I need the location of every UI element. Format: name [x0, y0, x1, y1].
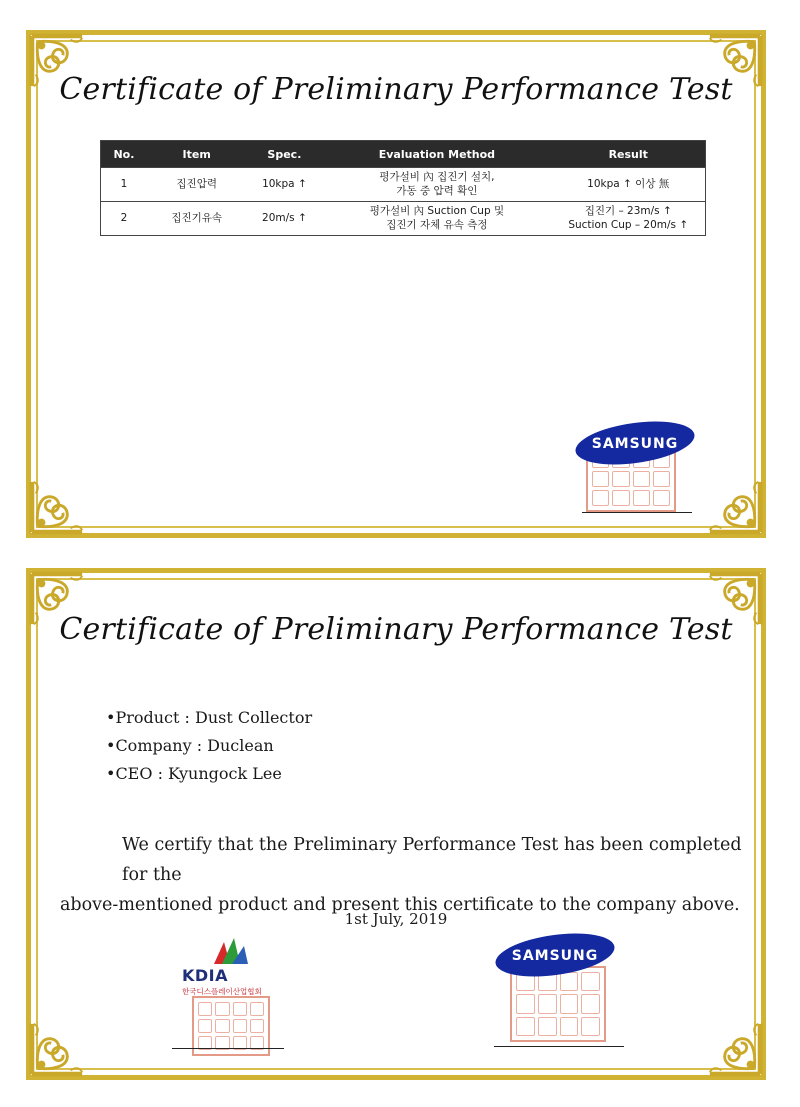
- signature-line: [494, 1046, 624, 1047]
- cell-method: [322, 168, 551, 202]
- kdia-logo: [182, 936, 292, 998]
- header-item: Item: [147, 141, 247, 168]
- method-line: 집진기 자체 유속 측정: [386, 218, 488, 231]
- table-row: [101, 168, 706, 202]
- result-line: Suction Cup – 20m/s ↑: [568, 218, 689, 231]
- table-row: [101, 202, 706, 236]
- signature-line: [582, 512, 692, 513]
- cell-item: 집진기유속: [147, 202, 247, 236]
- red-seal-stamp: [192, 996, 270, 1056]
- cell-spec: 10kpa ↑: [247, 168, 323, 202]
- ceo-line: •CEO : Kyungock Lee: [106, 764, 282, 783]
- gold-inner-frame: [36, 578, 756, 1070]
- samsung-logo-text: SAMSUNG: [511, 948, 599, 964]
- corner-ornament-icon: [706, 478, 764, 536]
- header-evaluation-method: Evaluation Method: [322, 141, 551, 168]
- cell-result: [552, 202, 706, 236]
- performance-table: [100, 140, 706, 236]
- method-line: 평가설비 內 집진기 설치,: [379, 171, 495, 184]
- cell-spec: 20m/s ↑: [247, 202, 323, 236]
- corner-ornament-icon: [28, 1020, 86, 1078]
- issue-date: 1st July, 2019: [344, 910, 448, 928]
- method-line: 가동 중 압력 확인: [396, 184, 478, 197]
- cell-item: 집진압력: [147, 168, 247, 202]
- company-line: •Company : Duclean: [106, 736, 274, 755]
- samsung-logo-text: SAMSUNG: [591, 436, 679, 452]
- corner-ornament-icon: [28, 478, 86, 536]
- product-line: •Product : Dust Collector: [106, 708, 313, 727]
- cell-method: [322, 202, 551, 236]
- cell-no: 2: [101, 202, 147, 236]
- method-line: 평가설비 內 Suction Cup 및: [369, 205, 505, 218]
- header-result: Result: [552, 141, 706, 168]
- certification-statement: [60, 830, 750, 920]
- kdia-emblem-icon: [208, 934, 250, 966]
- cell-no: 1: [101, 168, 147, 202]
- signature-line: [172, 1048, 284, 1049]
- corner-ornament-icon: [706, 1020, 764, 1078]
- table-header-row: [101, 141, 706, 168]
- certificate-bottom: [26, 568, 766, 1080]
- certificate-title: Certificate of Preliminary Performance Test: [59, 612, 733, 647]
- statement-line: above-mentioned product and present this certificate to the company above.: [60, 895, 740, 915]
- certificate-title: Certificate of Preliminary Performance Test: [59, 72, 733, 107]
- product-info: [106, 704, 312, 788]
- kdia-logo-text: KDIA: [182, 966, 229, 985]
- certificate-top: [26, 30, 766, 538]
- statement-line: We certify that the Preliminary Performance Test has been completed for the: [122, 835, 742, 885]
- samsung-logo: [574, 420, 696, 466]
- kdia-name: 한국디스플레이산업협회: [182, 987, 262, 996]
- header-spec: Spec.: [247, 141, 323, 168]
- header-no: No.: [101, 141, 147, 168]
- result-line: 10kpa ↑ 이상 無: [587, 177, 670, 190]
- cell-result: [552, 168, 706, 202]
- samsung-logo: [494, 932, 616, 978]
- result-line: 집진기 – 23m/s ↑: [584, 205, 672, 218]
